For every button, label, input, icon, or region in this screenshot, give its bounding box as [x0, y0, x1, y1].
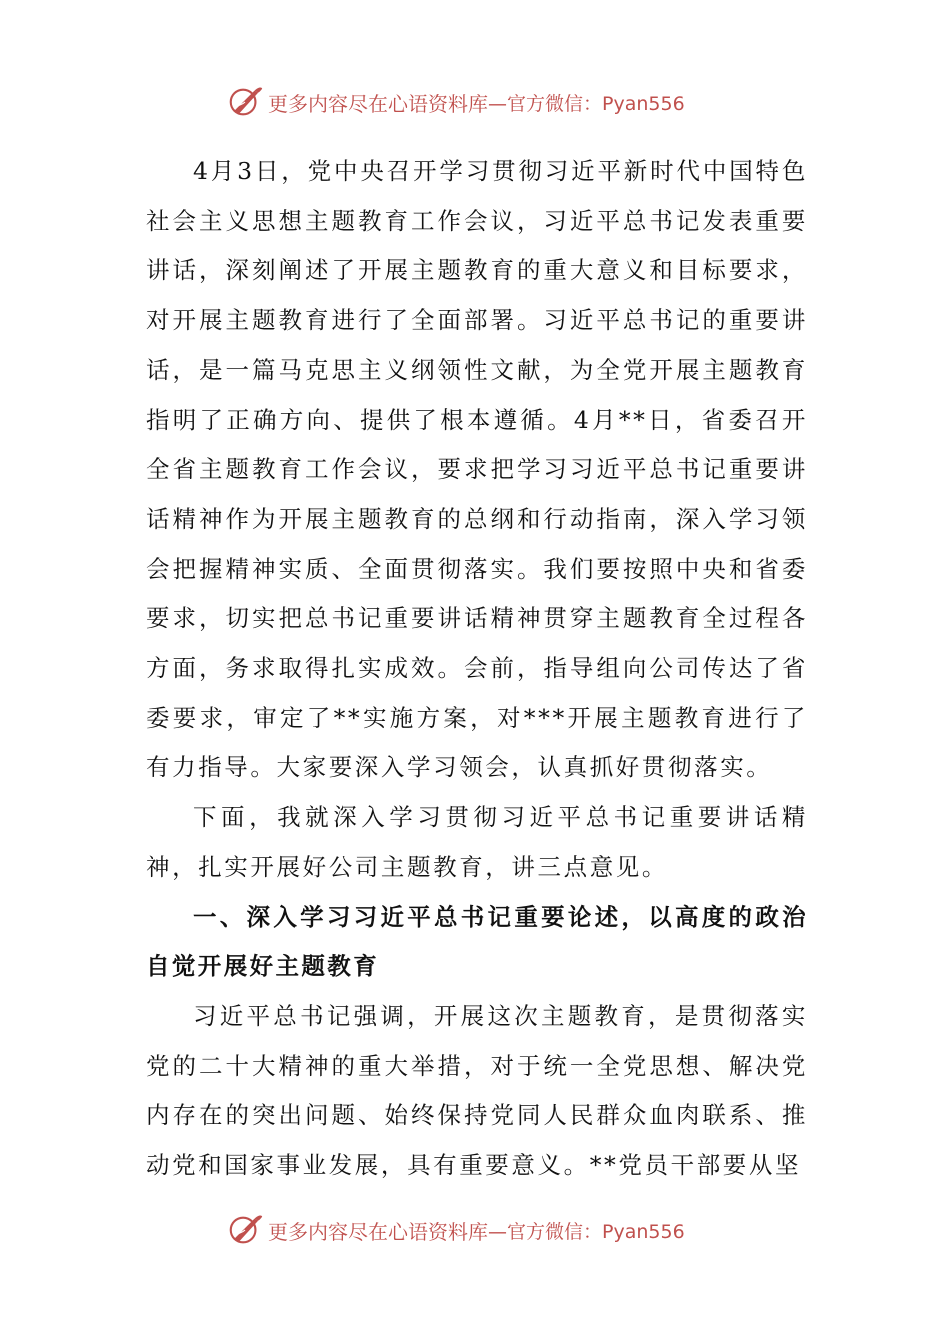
- section-heading-1: 一、深入学习习近平总书记重要论述，以高度的政治自觉开展好主题教育: [146, 902, 808, 981]
- quill-pen-logo-icon: [226, 83, 264, 121]
- paragraph-section-1: 习近平总书记强调，开展这次主题教育，是贯彻落实党的二十大精神的重大举措，对于统一全党思想、解决党内存在的突出问题、始终保持党同人民群众血肉联系、推动党和国家事业发展，具有重要意义。**党员干部要从坚: [146, 1001, 808, 1180]
- quill-pen-logo-icon: [226, 1211, 264, 1249]
- watermark-wechat: —官方微信：Pyan556: [488, 1220, 685, 1243]
- watermark-wechat: —官方微信：Pyan556: [488, 92, 685, 115]
- watermark-footer: [226, 1208, 685, 1252]
- watermark-text: 更多内容尽在心语资料库: [268, 1219, 488, 1244]
- paragraph-outline: 下面，我就深入学习贯彻习近平总书记重要讲话精神，扎实开展好公司主题教育，讲三点意见。: [146, 803, 808, 881]
- watermark-header: [226, 80, 685, 124]
- watermark-text: 更多内容尽在心语资料库: [268, 91, 488, 116]
- document-body: [146, 147, 808, 1191]
- paragraph-intro: 4月3日，党中央召开学习贯彻习近平新时代中国特色社会主义思想主题教育工作会议，习近平总书记发表重要讲话，深刻阐述了开展主题教育的重大意义和目标要求，对开展主题教育进行了全面部署。习近平总书记的重要讲话，是一篇马克思主义纲领性文献，为全党开展主题教育指明了正确方向、提供了根本遵循。4月**日，省委召开全省主题教育工作会议，要求把学习习近平总书记重要讲话精神作为开展主题教育的总纲和行动指南，深入学习领会把握精神实质、全面贯彻落实。我们要按照中央和省委要求，切实把总书记重要讲话精神贯穿主题教育全过程各方面，务求取得扎实成效。会前，指导组向公司传达了省委要求，审定了**实施方案，对***开展主题教育进行了有力指导。大家要深入学习领会，认真抓好贯彻落实。: [146, 157, 808, 782]
